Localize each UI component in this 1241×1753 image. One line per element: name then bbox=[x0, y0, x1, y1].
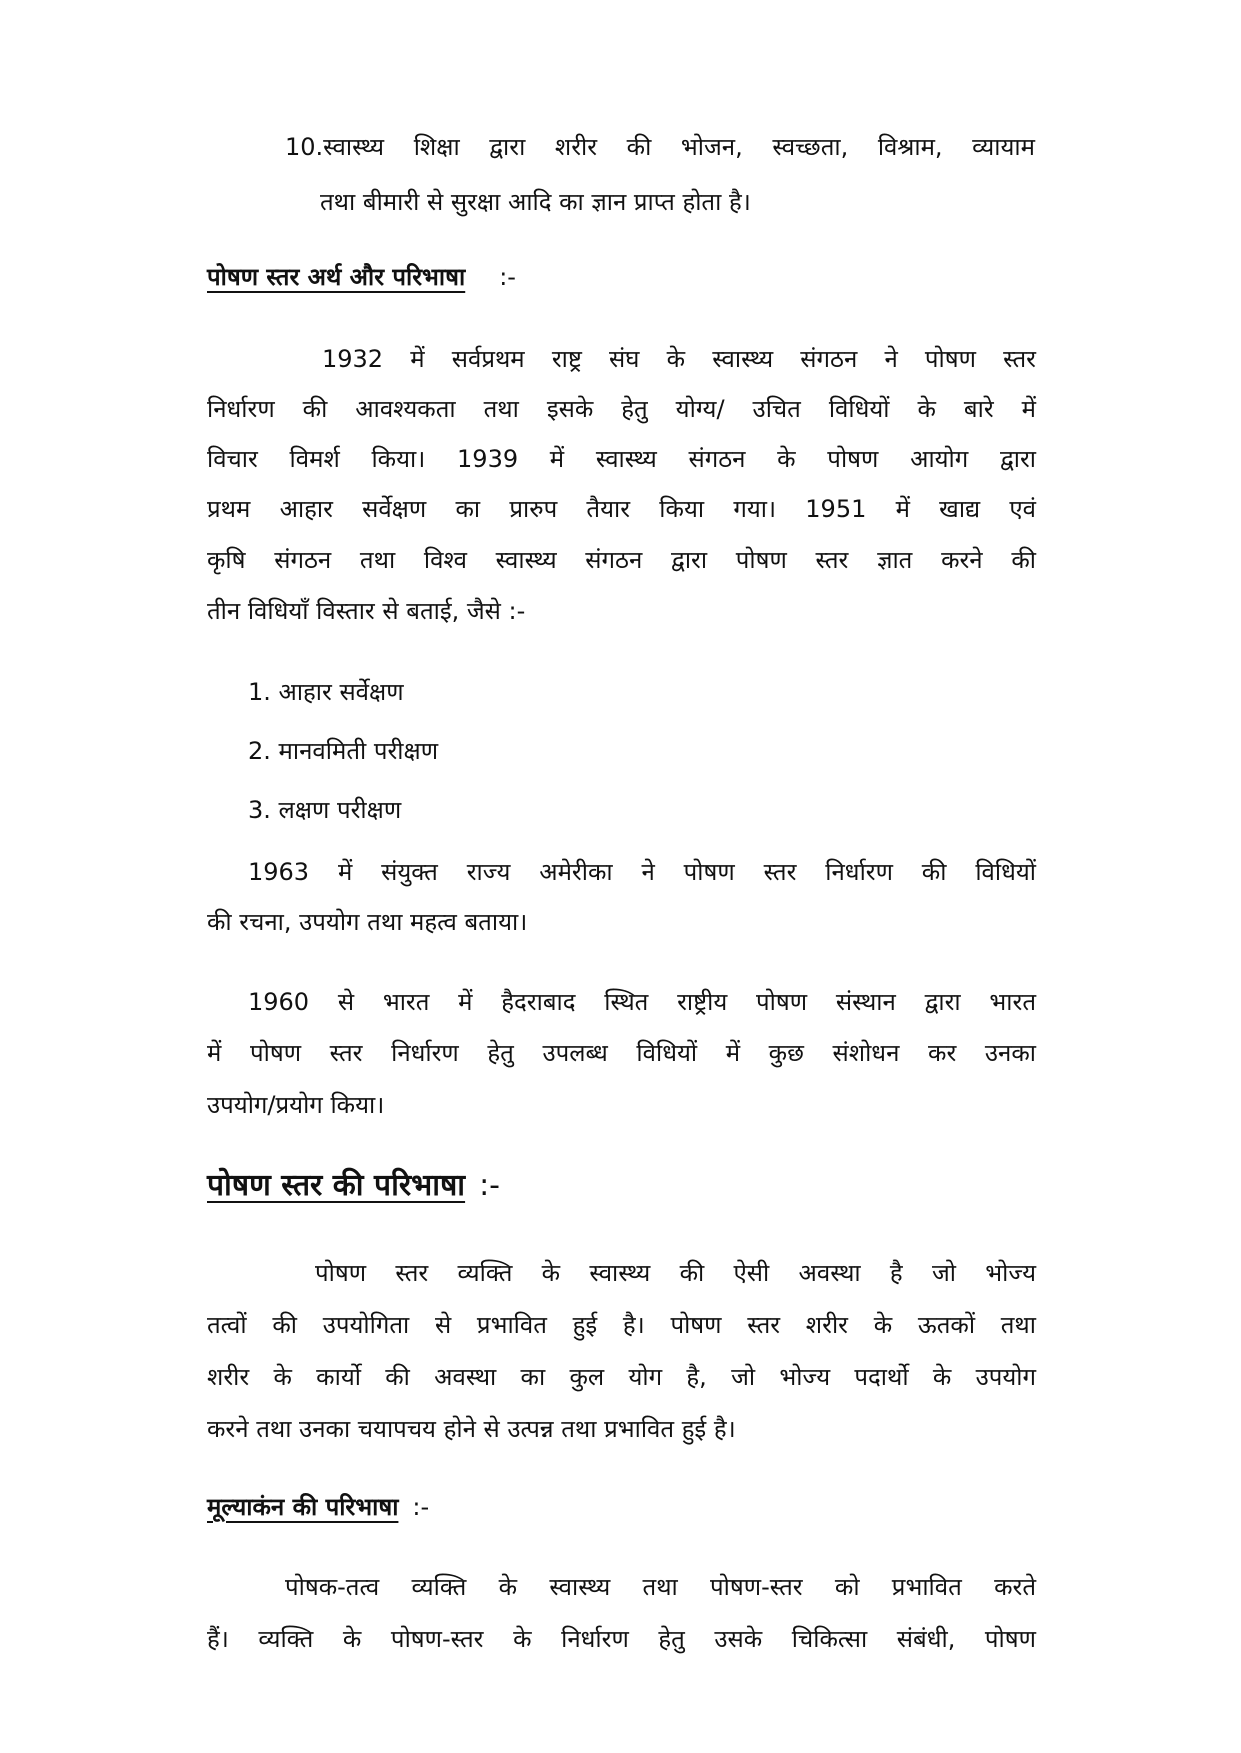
paragraph-line: तीन विधियाँ विस्तार से बताई, जैसे :- bbox=[207, 597, 526, 625]
heading-separator: :- bbox=[479, 1168, 501, 1203]
paragraph-line: विचार विमर्श किया। 1939 में स्वास्थ्य संगठन के पोषण आयोग द्वारा bbox=[207, 445, 1036, 473]
paragraph-line: 1960 से भारत में हैदराबाद स्थित राष्ट्रीय पोषण संस्थान द्वारा भारत bbox=[248, 988, 1036, 1016]
paragraph-line: प्रथम आहार सर्वेक्षण का प्रारुप तैयार किया गया। 1951 में खाद्य एवं bbox=[207, 495, 1036, 523]
paragraph-line: पोषण स्तर व्यक्ति के स्वास्थ्य की ऐसी अवस्था है जो भोज्य bbox=[315, 1259, 1036, 1287]
intro-line-1: 10.स्वास्थ्य शिक्षा द्वारा शरीर की भोजन, स्वच्छता, विश्राम, व्यायाम bbox=[285, 133, 1035, 161]
section-heading-title: पोषण स्तर अर्थ और परिभाषा bbox=[207, 263, 466, 291]
intro-line-2: तथा बीमारी से सुरक्षा आदि का ज्ञान प्राप्त होता है। bbox=[320, 188, 751, 216]
paragraph-line: शरीर के कार्यो की अवस्था का कुल योग है, जो भोज्य पदार्थो के उपयोग bbox=[207, 1363, 1036, 1391]
section-heading-meaning-definition bbox=[207, 262, 516, 292]
section-heading-evaluation-definition bbox=[207, 1492, 429, 1522]
paragraph-line: हैं। व्यक्ति के पोषण-स्तर के निर्धारण हेतु उसके चिकित्सा संबंधी, पोषण bbox=[207, 1625, 1036, 1653]
paragraph-line: कृषि संगठन तथा विश्व स्वास्थ्य संगठन द्वारा पोषण स्तर ज्ञात करने की bbox=[207, 546, 1036, 574]
paragraph-line: पोषक-तत्व व्यक्ति के स्वास्थ्य तथा पोषण-स्तर को प्रभावित करते bbox=[285, 1573, 1036, 1601]
list-item: 3. लक्षण परीक्षण bbox=[248, 796, 402, 824]
section-heading-title: पोषण स्तर की परिभाषा bbox=[207, 1168, 466, 1203]
paragraph-line: उपयोग/प्रयोग किया। bbox=[207, 1091, 385, 1119]
paragraph-line: करने तथा उनका चयापचय होने से उत्पन्न तथा प्रभावित हुई है। bbox=[207, 1415, 736, 1443]
paragraph-line: 1963 में संयुक्त राज्य अमेरीका ने पोषण स्तर निर्धारण की विधियों bbox=[248, 858, 1036, 886]
paragraph-line: तत्वों की उपयोगिता से प्रभावित हुई है। पोषण स्तर शरीर के ऊतकों तथा bbox=[207, 1311, 1036, 1339]
paragraph-line: में पोषण स्तर निर्धारण हेतु उपलब्ध विधियों में कुछ संशोधन कर उनका bbox=[207, 1039, 1036, 1067]
section-heading-nutrition-level-definition bbox=[207, 1168, 500, 1204]
paragraph-line: निर्धारण की आवश्यकता तथा इसके हेतु योग्य/ उचित विधियों के बारे में bbox=[207, 395, 1036, 423]
heading-separator: :- bbox=[412, 1493, 430, 1521]
heading-separator: :- bbox=[499, 263, 516, 291]
list-item: 1. आहार सर्वेक्षण bbox=[248, 678, 404, 706]
paragraph-line: 1932 में सर्वप्रथम राष्ट्र संघ के स्वास्थ्य संगठन ने पोषण स्तर bbox=[322, 345, 1036, 373]
section-heading-title: मूल्याकंन की परिभाषा bbox=[207, 1493, 399, 1521]
list-item: 2. मानवमिती परीक्षण bbox=[248, 737, 439, 765]
paragraph-line: की रचना, उपयोग तथा महत्व बताया। bbox=[207, 908, 528, 936]
